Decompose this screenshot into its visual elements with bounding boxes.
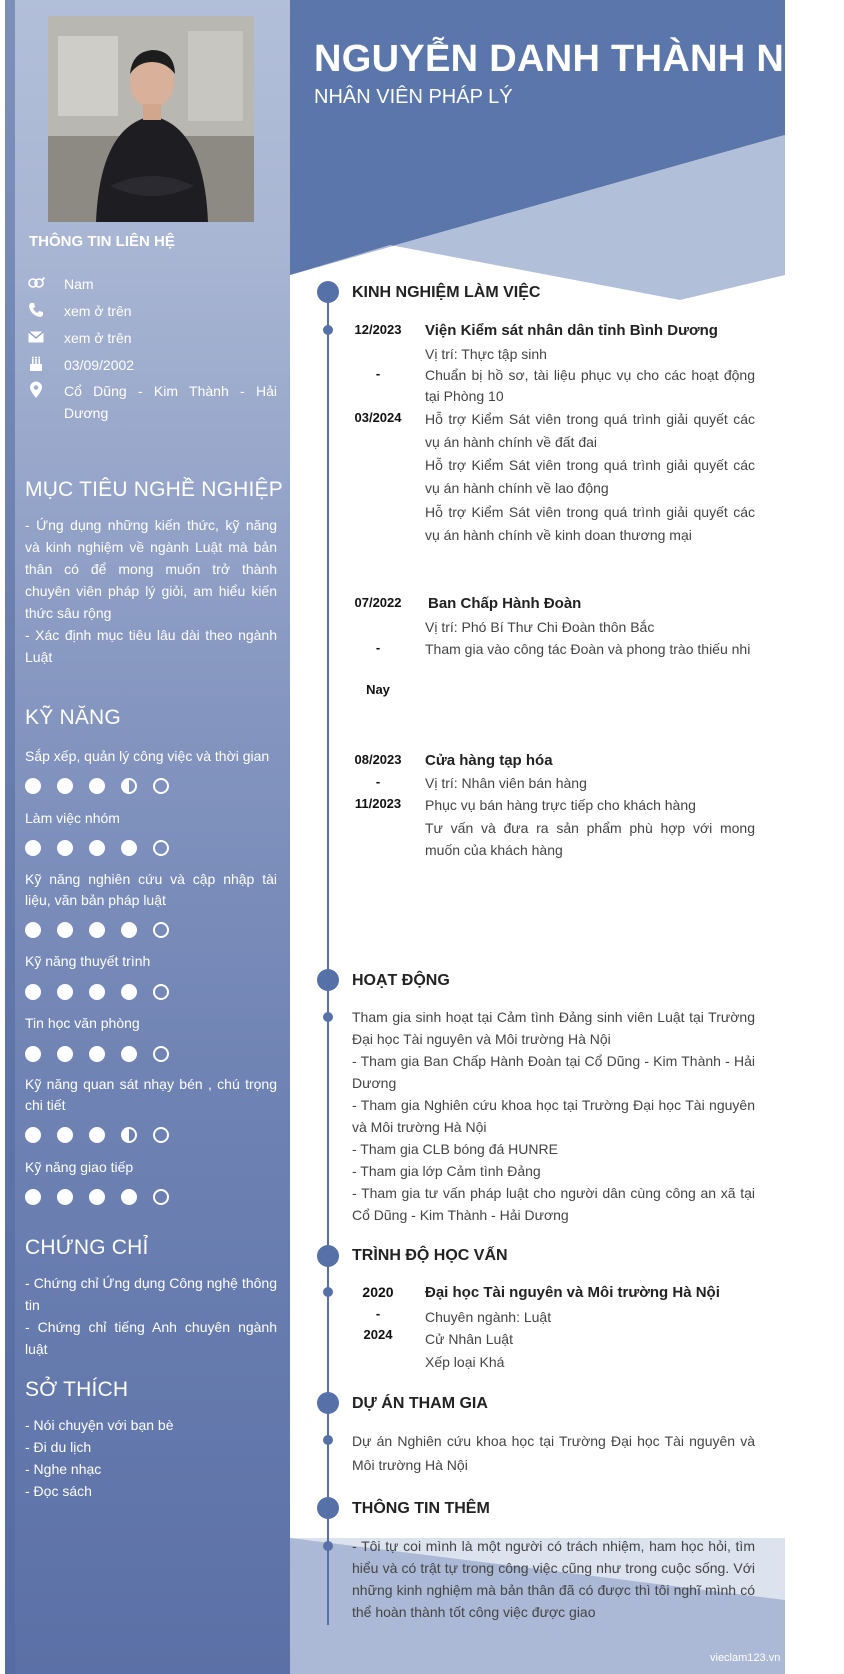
email-text: xem ở trên — [64, 330, 132, 346]
skill-dot-full — [25, 922, 41, 938]
objective-line-2: - Xác định mục tiêu lâu dài theo ngành Luật — [25, 627, 277, 665]
email-icon — [25, 328, 47, 346]
activity-item: - Tham gia CLB bóng đá HUNRE — [352, 1141, 558, 1157]
candidate-name: NGUYỄN DANH THÀNH NAM — [314, 38, 844, 80]
hobby-item: - Nghe nhạc — [25, 1461, 102, 1477]
activities-list — [352, 1006, 755, 1226]
skill-dot-full — [57, 984, 73, 1000]
job-end-date: Nay — [366, 682, 390, 697]
job-detail: Phục vụ bán hàng trực tiếp cho khách hàng — [425, 797, 696, 813]
skill-dot-full — [57, 922, 73, 938]
skill-label: Tin học văn phòng — [25, 1015, 140, 1031]
skills-title: KỸ NĂNG — [25, 706, 121, 729]
phone-icon — [25, 301, 47, 319]
skill-label: Kỹ năng quan sát nhạy bén , chú trọng chi tiết — [25, 1076, 277, 1113]
timeline-section-dot — [317, 1245, 339, 1267]
avatar — [48, 16, 254, 222]
skill-dot-empty — [153, 1127, 169, 1143]
skill-dot-full — [121, 922, 137, 938]
date-separator: - — [375, 1306, 381, 1321]
job-end-date: 03/2024 — [354, 410, 402, 425]
skill-dot-full — [89, 840, 105, 856]
timeline-item-dot — [323, 1435, 333, 1445]
skill-dot-empty — [153, 1189, 169, 1205]
education-detail: Chuyên ngành: Luật — [425, 1309, 552, 1325]
activity-item: - Tham gia lớp Cảm tình Đảng — [352, 1163, 541, 1179]
hobby-item: - Đọc sách — [25, 1483, 92, 1499]
skill-rating — [25, 1189, 185, 1205]
job-detail: Vị trí: Nhân viên bán hàng — [425, 775, 587, 791]
certificate-item: - Chứng chỉ Ứng dụng Công nghệ thông tin — [25, 1275, 277, 1313]
additional-title: THÔNG TIN THÊM — [352, 1500, 490, 1517]
skill-dot-full — [121, 984, 137, 1000]
hobbies-title: SỞ THÍCH — [25, 1378, 129, 1401]
job-detail: Tư vấn và đưa ra sản phẩm phù hợp với mong muốn của khách hàng — [425, 820, 755, 858]
skill-rating — [25, 1046, 185, 1062]
certificates-text — [25, 1272, 277, 1360]
contact-phone — [25, 300, 277, 322]
contact-address — [25, 380, 277, 424]
activities-title: HOẠT ĐỘNG — [352, 972, 450, 989]
watermark: vieclam123.vn — [710, 1652, 781, 1664]
skill-dot-full — [121, 1189, 137, 1205]
contact-title: THÔNG TIN LIÊN HỆ — [29, 233, 175, 250]
activity-item: - Tham gia Nghiên cứu khoa học tại Trường Đại học Tài nguyên và Môi trường Hà Nội — [352, 1097, 755, 1135]
skill-rating — [25, 984, 185, 1000]
activity-item: - Tham gia Ban Chấp Hành Đoàn tại Cổ Dũng - Kim Thành - Hải Dương — [352, 1053, 755, 1091]
skill-dot-full — [89, 922, 105, 938]
job-start-date: 12/2023 — [354, 322, 402, 337]
job-detail: Vị trí: Thực tập sinh — [425, 346, 547, 362]
job-organization: Cửa hàng tạp hóa — [425, 752, 553, 769]
education-school: Đại học Tài nguyên và Môi trường Hà Nội — [425, 1284, 720, 1301]
skill-dot-empty — [153, 922, 169, 938]
skill-dot-full — [89, 1127, 105, 1143]
date-separator: - — [375, 366, 381, 381]
job-organization: Viện Kiểm sát nhân dân tỉnh Bình Dương — [425, 322, 718, 339]
timeline-item-dot — [323, 1541, 333, 1551]
timeline-section-dot — [317, 969, 339, 991]
job-detail: Hỗ trợ Kiểm Sát viên trong quá trình giải quyết các vụ án hành chính về đất đai — [425, 411, 755, 450]
skill-dot-full — [25, 840, 41, 856]
job-detail: Chuẩn bị hồ sơ, tài liệu phục vụ cho các hoạt động tại Phòng 10 — [425, 367, 755, 404]
skill-dot-half — [121, 778, 137, 794]
skill-label: Sắp xếp, quản lý công việc và thời gian — [25, 748, 270, 764]
additional-text: - Tôi tự coi mình là một người có trách nhiệm, ham học hỏi, tìm hiểu và có trật tự trong công việc cũng như trong cuộc sống. Với những kinh nghiệm mà bản thân đã có được thì tôi nghĩ mình có thể hoàn thành tốt công việc được giao — [352, 1538, 755, 1620]
contact-birthday — [25, 354, 277, 376]
job-organization: Ban Chấp Hành Đoàn — [428, 595, 582, 612]
timeline-section-dot — [317, 281, 339, 303]
job-detail: Vị trí: Phó Bí Thư Chi Đoàn thôn Bắc — [425, 619, 655, 635]
projects-title: DỰ ÁN THAM GIA — [352, 1395, 488, 1412]
objective-line-1: - Ứng dụng những kiến thức, kỹ năng và kinh nghiệm về ngành Luật mà bản thân có để mong muốn trở thành chuyên viên pháp lý giỏi, am hiểu kiến thức sâu rộng — [25, 517, 277, 621]
skill-dot-empty — [153, 1046, 169, 1062]
gender-icon — [25, 274, 47, 292]
birthday-cake-icon — [25, 355, 47, 373]
portrait-image — [48, 16, 254, 222]
skill-dot-empty — [153, 984, 169, 1000]
project-text: Dự án Nghiên cứu khoa học tại Trường Đại học Tài nguyên và Môi trường Hà Nội — [352, 1433, 755, 1473]
contact-gender — [25, 273, 277, 295]
hobby-item: - Đi du lịch — [25, 1439, 92, 1455]
timeline-section-dot — [317, 1497, 339, 1519]
skill-dot-full — [57, 1046, 73, 1062]
skill-label: Kỹ năng thuyết trình — [25, 953, 151, 969]
gender-text: Nam — [64, 276, 94, 292]
birthday-text: 03/09/2002 — [64, 357, 135, 373]
skill-dot-full — [121, 1046, 137, 1062]
skill-label: Làm việc nhóm — [25, 810, 120, 826]
location-pin-icon — [25, 381, 47, 399]
sidebar-stripe — [5, 0, 15, 1674]
job-detail: Tham gia vào công tác Đoàn và phong trào thiếu nhi — [425, 641, 751, 657]
address-text: Cổ Dũng - Kim Thành - Hải Dương — [64, 383, 277, 421]
job-start-date: 08/2023 — [354, 752, 402, 767]
experience-title: KINH NGHIỆM LÀM VIỆC — [352, 284, 541, 301]
timeline-line — [327, 290, 329, 1625]
skill-dot-full — [25, 1127, 41, 1143]
job-detail: Hỗ trợ Kiểm Sát viên trong quá trình giải quyết các vụ án hành chính về kinh doan thương mại — [425, 504, 755, 543]
certificates-title: CHỨNG CHỈ — [25, 1236, 149, 1259]
skill-label: Kỹ năng giao tiếp — [25, 1159, 134, 1175]
hobbies-list — [25, 1414, 277, 1502]
timeline-item-dot — [323, 325, 333, 335]
objective-title: MỤC TIÊU NGHỀ NGHIỆP — [25, 478, 283, 501]
skill-label: Kỹ năng nghiên cứu và cập nhập tài liệu, văn bản pháp luật — [25, 871, 277, 908]
education-detail: Cử Nhân Luật — [425, 1331, 513, 1347]
skill-dot-full — [57, 1189, 73, 1205]
job-start-date: 07/2022 — [354, 595, 402, 610]
timeline-section-dot — [317, 1392, 339, 1414]
skill-rating — [25, 778, 185, 794]
skill-rating — [25, 922, 185, 938]
job-end-date: 11/2023 — [354, 796, 402, 811]
candidate-position: NHÂN VIÊN PHÁP LÝ — [314, 86, 513, 108]
education-end-year: 2024 — [363, 1327, 393, 1342]
phone-text: xem ở trên — [64, 303, 132, 319]
timeline-item-dot — [323, 1287, 333, 1297]
timeline-item-dot — [323, 1012, 333, 1022]
skill-dot-full — [89, 984, 105, 1000]
skill-dot-full — [89, 1189, 105, 1205]
date-separator: - — [375, 640, 381, 655]
objective-text — [25, 514, 277, 668]
skill-dot-full — [89, 1046, 105, 1062]
skill-rating — [25, 840, 185, 856]
skill-dot-empty — [153, 778, 169, 794]
activity-item: - Tham gia tư vấn pháp luật cho người dân cùng công an xã tại Cổ Dũng - Kim Thành - Hải Dương — [352, 1185, 755, 1223]
skill-rating — [25, 1127, 185, 1143]
job-detail: Hỗ trợ Kiểm Sát viên trong quá trình giải quyết các vụ án hành chính về lao động — [425, 457, 755, 496]
skill-dot-full — [57, 1127, 73, 1143]
skill-dot-full — [57, 840, 73, 856]
education-start-year: 2020 — [362, 1284, 394, 1300]
education-detail: Xếp loại Khá — [425, 1354, 505, 1370]
certificate-item: - Chứng chỉ tiếng Anh chuyên ngành luật — [25, 1319, 277, 1357]
date-separator: - — [375, 774, 381, 789]
skill-dot-half — [121, 1127, 137, 1143]
education-title: TRÌNH ĐỘ HỌC VẤN — [352, 1247, 508, 1264]
skill-dot-full — [57, 778, 73, 794]
skill-dot-full — [25, 984, 41, 1000]
skill-dot-full — [25, 1189, 41, 1205]
skill-dot-full — [25, 1046, 41, 1062]
hobby-item: - Nói chuyện với bạn bè — [25, 1417, 174, 1433]
skill-dot-empty — [153, 840, 169, 856]
activity-item: Tham gia sinh hoạt tại Cảm tình Đảng sinh viên Luật tại Trường Đại học Tài nguyên và Môi trường Hà Nội — [352, 1009, 755, 1047]
contact-email — [25, 327, 277, 349]
skill-dot-full — [25, 778, 41, 794]
skill-dot-full — [121, 840, 137, 856]
skill-dot-full — [89, 778, 105, 794]
